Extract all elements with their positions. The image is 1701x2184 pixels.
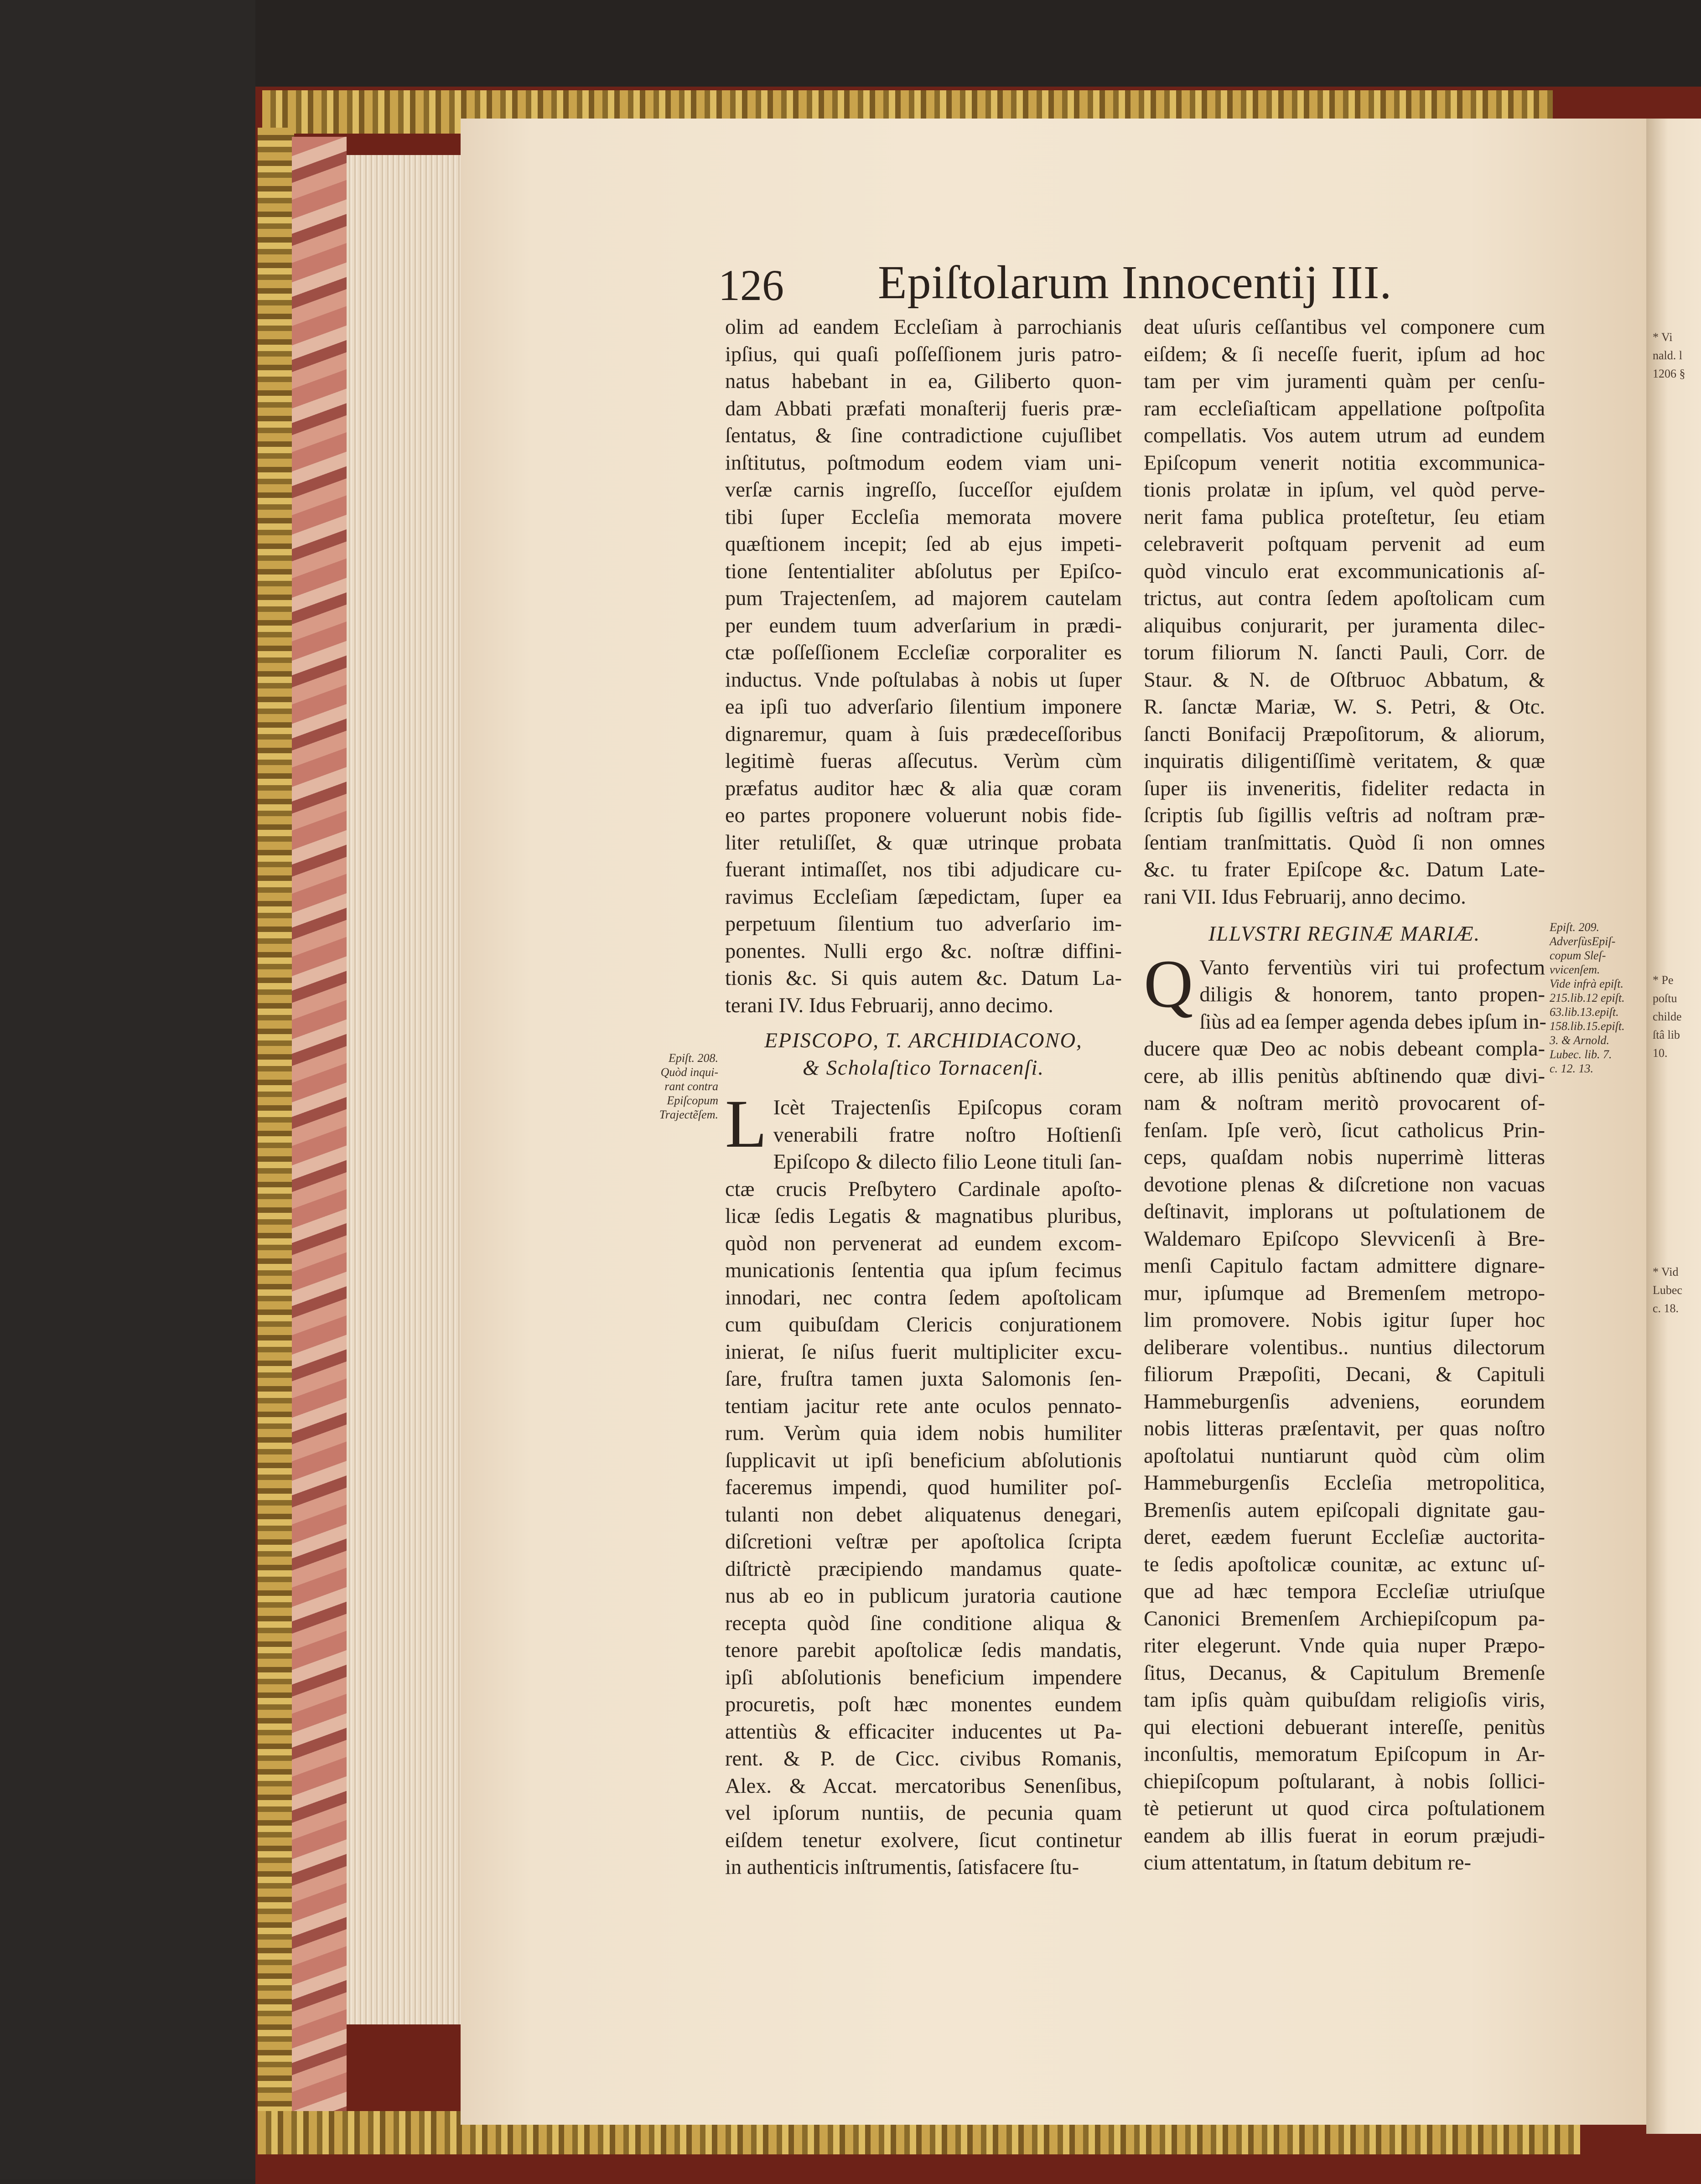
running-head bbox=[718, 255, 1402, 315]
text-line: qui electioni debuerant intereſſe, penitùs bbox=[1144, 1715, 1545, 1739]
text-line: dam Abbati præfati monaſterij fueris præ- bbox=[725, 397, 1122, 420]
text-line: cere, ab illis penitùs abſtinendo quæ divi- bbox=[1144, 1064, 1545, 1088]
text-line: ſare, fruſtra tamen juxta Salomonis ſen- bbox=[725, 1367, 1122, 1391]
text-line: natus habebant in ea, Giliberto quon- bbox=[725, 370, 1122, 393]
text-line: deliberare volentibus.. nuntius dilectorum bbox=[1144, 1335, 1545, 1359]
text-line: Epiſcopo & dilecto filio Leone tituli ſan- bbox=[773, 1150, 1122, 1174]
text-line: Hammeburgenſis adveniens, eorundem bbox=[1144, 1390, 1545, 1413]
text-line: te ſedis apoſtolicæ counitæ, ac extunc uſ- bbox=[1144, 1553, 1545, 1576]
text-line: aliquibus conjurarit, per juramenta dilec- bbox=[1144, 614, 1545, 637]
facing-note-a: * Vi nald. l 1206 § bbox=[1653, 331, 1685, 380]
text-line: tenore parebit apoſtolicæ ſedis mandatis, bbox=[725, 1639, 1122, 1662]
text-line: diligis & honorem, tanto propen- bbox=[1199, 983, 1545, 1006]
text-line: ram eccleſiaſticam appellatione poſtpoſita bbox=[1144, 397, 1545, 420]
page-block-edge bbox=[347, 155, 462, 2024]
text-line: in authenticis inſtrumentis, ſatisfacere ſtu- bbox=[725, 1856, 1079, 1879]
text-line: fenſam. Ipſe verò, ſicut catholicus Prin- bbox=[1144, 1118, 1545, 1142]
background-left bbox=[0, 0, 255, 2179]
text-line: ſancti Bonifacij Præpoſitorum, & aliorum, bbox=[1144, 722, 1545, 746]
text-line: rent. & P. de Cicc. civibus Romanis, bbox=[725, 1747, 1122, 1770]
text-line: olim ad eandem Eccleſiam à parrochianis bbox=[725, 316, 1122, 339]
text-line: filiorum Præpoſiti, Decani, & Capituli bbox=[1144, 1363, 1545, 1386]
text-line: municationis ſententia qua ipſum fecimus bbox=[725, 1259, 1122, 1282]
text-line: rani VII. Idus Februarij, anno decimo. bbox=[1144, 885, 1466, 909]
text-line: ſentiam tranſmittatis. Quòd ſi non omnes bbox=[1144, 831, 1545, 854]
text-line: nobis litteras præſentavit, per quas noſtro bbox=[1144, 1417, 1545, 1440]
text-line: ctæ crucis Preſbytero Cardinale apoſto- bbox=[725, 1177, 1122, 1201]
text-line: inſtitutus, poſtmodum eodem viam uni- bbox=[725, 451, 1122, 475]
letter-subheading-208: & Scholaſtico Tornacenſi. bbox=[802, 1056, 1045, 1080]
text-line: ponentes. Nulli ergo &c. noſtræ diffini- bbox=[725, 939, 1122, 963]
text-line: menſi Capitulo factam admittere dignare- bbox=[1144, 1254, 1545, 1278]
text-line: ravimus Eccleſiam ſæpedictam, ſuper ea bbox=[725, 885, 1122, 909]
text-line: vel ipſorum nuntiis, de pecunia quam bbox=[725, 1801, 1122, 1825]
text-line: fuerant intimaſſet, nos tibi adjudicare cu- bbox=[725, 858, 1122, 881]
facing-page-edge bbox=[1646, 119, 1701, 2134]
margin-note-epistle-208: Epiſt. 208. Quòd inqui- rant contra Epiſcopum Trajectẽſem. bbox=[659, 1051, 718, 1121]
running-title: Epiſtolarum Innocentij III. bbox=[878, 256, 1392, 309]
left-paragraph-continued bbox=[725, 314, 1122, 1019]
dropcap-l: L bbox=[725, 1086, 767, 1162]
letter-heading-208: EPISCOPO, T. ARCHIDIACONO, bbox=[764, 1029, 1083, 1052]
text-line: diſcretioni veſtræ per apoſtolica ſcripta bbox=[725, 1530, 1122, 1553]
text-line: cum quibuſdam Clericis conjurationem bbox=[725, 1313, 1122, 1336]
text-line: &c. tu frater Epiſcope &c. Datum Late- bbox=[1144, 858, 1545, 881]
text-line: tentiam jacitur rete ante oculos pennato- bbox=[725, 1394, 1122, 1418]
marbled-endpaper bbox=[292, 137, 347, 2111]
text-line: ceps, quaſdam nobis nuperrimè litteras bbox=[1144, 1146, 1545, 1169]
text-line: ſitus, Decanus, & Capitulum Bremenſe bbox=[1144, 1661, 1545, 1685]
text-line: pum Trajectenſem, ad majorem cautelam bbox=[725, 587, 1122, 610]
text-line: attentiùs & efficaciter inducentes ut Pa- bbox=[725, 1720, 1122, 1744]
text-line: torum filiorum N. ſancti Pauli, Corr. de bbox=[1144, 641, 1545, 664]
text-line: nus ab eo in publicum juratoria cautione bbox=[725, 1584, 1122, 1608]
text-line: legitimè fueras aſſecutus. Verùm cùm bbox=[725, 750, 1122, 773]
text-line: apoſtolatui nuntiarunt quòd cùm olim bbox=[1144, 1444, 1545, 1468]
text-line: ſuper iis inveneritis, fideliter redacta in bbox=[1144, 776, 1545, 800]
text-line: quòd non pervenerat ad eundem excom- bbox=[725, 1232, 1122, 1255]
text-line: nerit fama publica proteſtetur, ſeu etiam bbox=[1144, 505, 1545, 529]
text-line: quæſtionem incepit; ſed ab ejus impeti- bbox=[725, 533, 1122, 556]
text-line: tionis prolatæ in ipſum, vel quòd perve- bbox=[1144, 478, 1545, 502]
text-line: tionis &c. Si quis autem &c. Datum La- bbox=[725, 967, 1122, 990]
dropcap-q: Q bbox=[1144, 946, 1193, 1022]
text-line: ducere quæ Deo ac nobis debeant compla- bbox=[1144, 1037, 1545, 1061]
text-line: licæ ſedis Legatis & magnatibus pluribus, bbox=[725, 1205, 1122, 1228]
text-line: recepta quòd ſine conditione aliqua & bbox=[725, 1611, 1122, 1635]
text-line: R. ſanctæ Mariæ, W. S. Petri, & Otc. bbox=[1144, 695, 1545, 719]
text-line: Waldemaro Epiſcopo Slevvicenſi à Bre- bbox=[1144, 1227, 1545, 1251]
text-line: nam & noſtram meritò provocarent of- bbox=[1144, 1092, 1545, 1115]
text-line: cium attentatum, in ſtatum debitum re- bbox=[1144, 1851, 1471, 1874]
margin-note-epistle-209: Epiſt. 209. AdverſùsEpiſ- copum Sleſ- vvicenſem. Vide infrà epiſt. 215.lib.12 epiſt. 63.lib.13.epiſt. 158.lib.15.epiſt. 3. & Arnold. Lubec. lib. 7. c. 12. 13. bbox=[1550, 921, 1625, 1075]
text-line: tulanti non debet aliquatenus denegari, bbox=[725, 1503, 1122, 1527]
text-line: tè petierunt ut quod circa poſtulationem bbox=[1144, 1797, 1545, 1820]
text-line: Epiſcopum venerit notitia excommunica- bbox=[1144, 451, 1545, 475]
text-line: Vanto ferventiùs viri tui profectum bbox=[1199, 956, 1545, 979]
letter-body-209 bbox=[1144, 946, 1546, 1877]
right-paragraph-continued bbox=[1144, 314, 1545, 911]
text-line: verſæ carnis ingreſſo, ſucceſſor ejuſdem bbox=[725, 478, 1122, 502]
letter-heading-209: ILLVSTRI REGINÆ MARIÆ. bbox=[1208, 922, 1481, 946]
text-line: Canonici Bremenſem Archiepiſcopum pa- bbox=[1144, 1607, 1545, 1630]
text-line: rum. Verùm quia idem nobis humiliter bbox=[725, 1422, 1122, 1445]
text-line: eandem ab illis fuerat in eorum præjudi- bbox=[1144, 1824, 1545, 1848]
page-number: 126 bbox=[718, 261, 784, 310]
text-line: ſupplicavit ut ipſi beneficium abſolutionis bbox=[725, 1449, 1122, 1472]
text-line: innodari, nec contra ſedem apoſtolicam bbox=[725, 1286, 1122, 1309]
facing-note-b: * Pe poſtu childe ſtâ lib 10. bbox=[1653, 973, 1682, 1060]
text-line: deret, eædem fuerunt Eccleſiæ auctorita- bbox=[1144, 1526, 1545, 1549]
gilt-border-left bbox=[258, 128, 294, 2152]
text-line: celebraverit poſtquam pervenit ad eum bbox=[1144, 533, 1545, 556]
text-line: Staur. & N. de Oſtbruoc Abbatum, & bbox=[1144, 668, 1545, 692]
text-line: Icèt Trajectenſis Epiſcopus coram bbox=[773, 1096, 1122, 1119]
right-column bbox=[1144, 314, 1545, 1877]
facing-note-c: * Vid Lubec c. 18. bbox=[1653, 1265, 1682, 1315]
text-line: deſtinavit, implorans ut poſtulationem de bbox=[1144, 1200, 1545, 1223]
text-line: Hammeburgenſis Eccleſia metropolitica, bbox=[1144, 1471, 1545, 1495]
text-line: ipſi abſolutionis beneficium impendere bbox=[725, 1666, 1122, 1689]
text-line: mur, ipſumque ad Bremenſem metropo- bbox=[1144, 1281, 1545, 1305]
text-line: ea ipſi tuo adverſario ſilentium imponere bbox=[725, 695, 1122, 719]
text-line: que ad hæc tempora Eccleſiæ utriuſque bbox=[1144, 1580, 1545, 1603]
text-line: deat uſuris ceſſantibus vel componere cum bbox=[1144, 316, 1545, 339]
text-line: ſentatus, & ſine contradictione cujuſlibet bbox=[725, 424, 1122, 447]
text-line: chiepiſcopum poſtularant, à nobis ſollici- bbox=[1144, 1770, 1545, 1793]
text-line: terani IV. Idus Februarij, anno decimo. bbox=[725, 994, 1053, 1017]
text-line: dignaremur, quam à ſuis prædeceſſoribus bbox=[725, 722, 1122, 746]
text-line: riter elegerunt. Vnde quia nuper Præpo- bbox=[1144, 1634, 1545, 1657]
text-line: tione ſententialiter abſolutus per Epiſco- bbox=[725, 559, 1122, 583]
text-line: compellatis. Vos autem utrum ad eundem bbox=[1144, 424, 1545, 447]
letter-body-208 bbox=[725, 1086, 1122, 1881]
text-line: procuretis, poſt hæc monentes eundem bbox=[725, 1693, 1122, 1716]
text-line: quòd vinculo erat excommunicationis aſ- bbox=[1144, 559, 1545, 583]
text-line: per eundem tuum adverſarium in prædi- bbox=[725, 614, 1122, 637]
text-line: diſtrictè præcipiendo mandamus quate- bbox=[725, 1557, 1122, 1581]
text-line: eiſdem; & ſi neceſſe fuerit, ipſum ad hoc bbox=[1144, 342, 1545, 366]
text-line: perpetuum ſilentium tuo adverſario im- bbox=[725, 912, 1122, 936]
left-column bbox=[725, 314, 1122, 1881]
text-line: trictus, aut contra ſedem apoſtolicam cum bbox=[1144, 587, 1545, 610]
text-line: devotione plenas & diſcretione non vacuas bbox=[1144, 1173, 1545, 1196]
text-line: præfatus auditor hæc & alia quæ coram bbox=[725, 776, 1122, 800]
text-line: eo partes proponere voluerunt nobis fide- bbox=[725, 804, 1122, 827]
text-line: venerabili fratre noſtro Hoſtienſi bbox=[773, 1123, 1122, 1147]
text-line: ſiùs ad ea ſemper agenda debes ipſum in- bbox=[1199, 1010, 1546, 1034]
text-line: inductus. Vnde poſtulabas à nobis ut ſuper bbox=[725, 668, 1122, 692]
text-line: ſcriptis ſub ſigillis veſtris ad noſtram præ- bbox=[1144, 804, 1545, 827]
text-line: ipſius, qui quaſi poſſeſſionem juris patro- bbox=[725, 342, 1122, 366]
text-line: tibi ſuper Eccleſia memorata movere bbox=[725, 505, 1122, 529]
text-line: liter retuliſſet, & quæ utrinque probata bbox=[725, 831, 1122, 854]
text-line: Alex. & Accat. mercatoribus Senenſibus, bbox=[725, 1774, 1122, 1798]
text-line: inconſultis, memoratum Epiſcopum in Ar- bbox=[1144, 1743, 1545, 1766]
text-line: tam per vim juramenti quàm per cenſu- bbox=[1144, 370, 1545, 393]
text-line: Bremenſis autem epiſcopali dignitate gau- bbox=[1144, 1498, 1545, 1522]
text-line: lim promovere. Nobis igitur ſuper hoc bbox=[1144, 1309, 1545, 1332]
text-line: tam ipſis quàm quibuſdam religioſis viris, bbox=[1144, 1688, 1545, 1712]
text-line: ctæ poſſeſſionem Eccleſiæ corporaliter es bbox=[725, 641, 1122, 664]
text-line: eiſdem tenetur exolvere, ſicut continetur bbox=[725, 1828, 1122, 1852]
text-line: inquiratis diligentiſſimè veritatem, & quæ bbox=[1144, 750, 1545, 773]
text-line: faceremus impendi, quod humiliter poſ- bbox=[725, 1476, 1122, 1499]
text-line: inierat, ſe niſus fuerit multipliciter excu- bbox=[725, 1340, 1122, 1364]
